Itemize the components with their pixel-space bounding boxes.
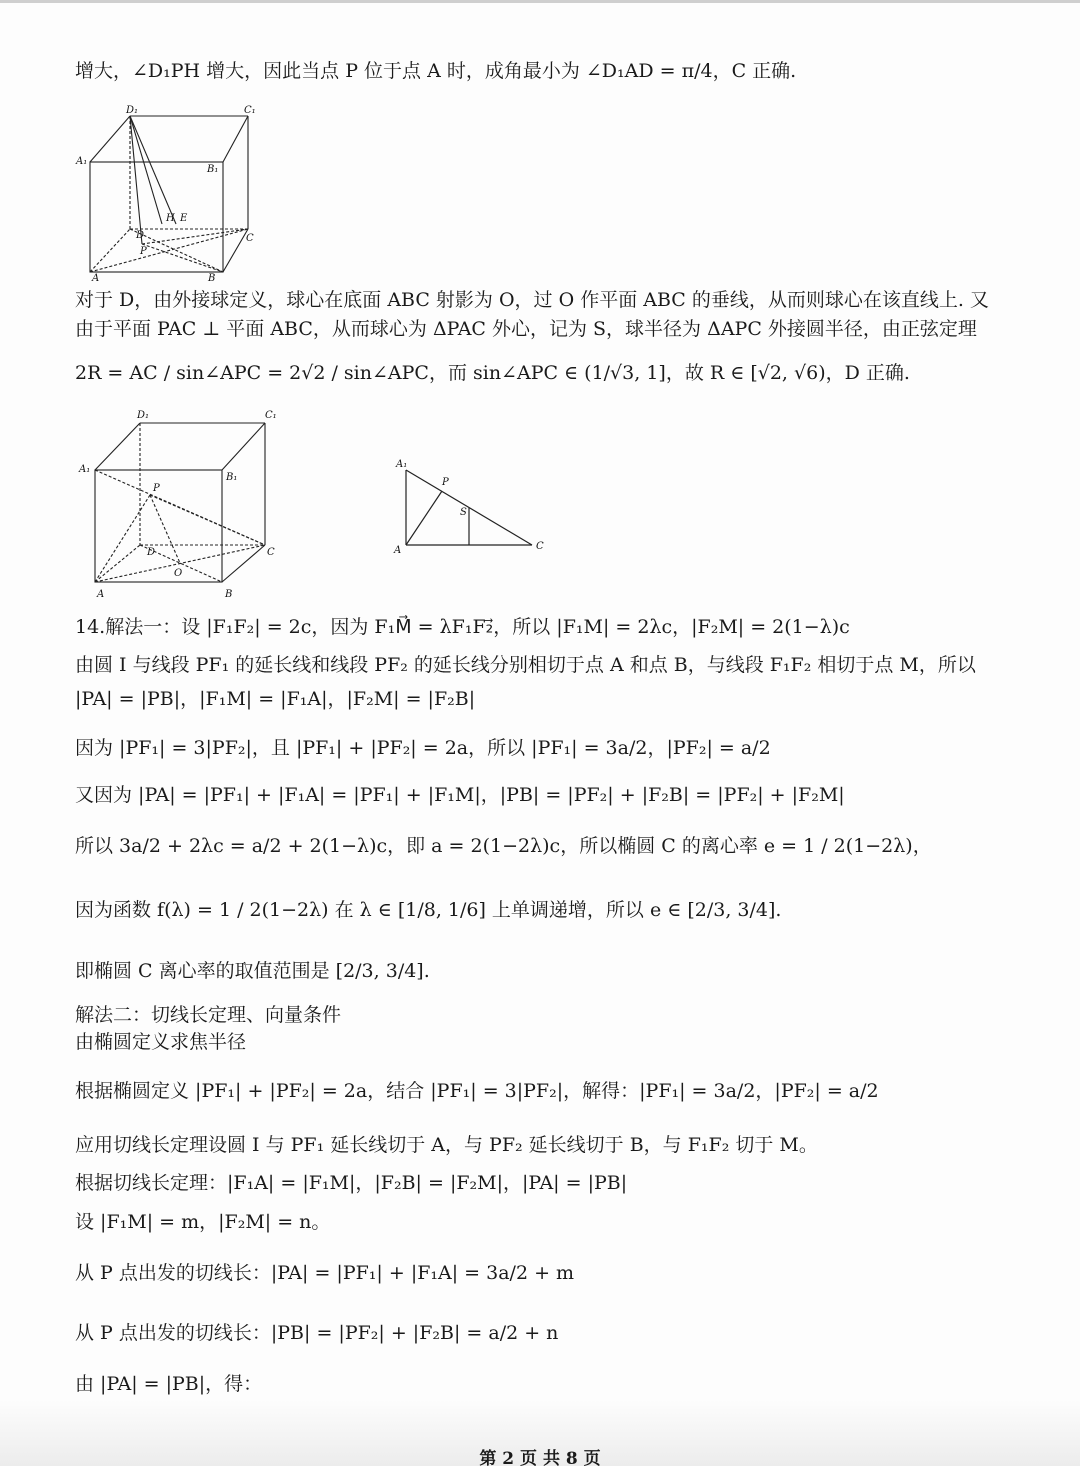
text-line-8: 因为 |PF₁| = 3|PF₂|，且 |PF₁| + |PF₂| = 2a，所以 |PF₁| = 3a/2，|PF₂| = a/2 bbox=[75, 737, 771, 759]
cube-figure-1 bbox=[70, 104, 270, 284]
label-C1: C₁ bbox=[244, 105, 256, 116]
text-line-2: 对于 D，由外接球定义，球心在底面 ABC 射影为 O，过 O 作平面 ABC 的垂线，从而则球心在该直线上. 又 bbox=[75, 289, 989, 311]
label-D: D bbox=[136, 230, 145, 241]
text-line-6: 由圆 I 与线段 PF₁ 的延长线和线段 PF₂ 的延长线分别相切于点 A 和点 B，与线段 F₁F₂ 相切于点 M，所以 bbox=[75, 654, 976, 676]
text-line-15: 根据椭圆定义 |PF₁| + |PF₂| = 2a，结合 |PF₁| = 3|PF₂|，解得：|PF₁| = 3a/2，|PF₂| = a/2 bbox=[75, 1080, 879, 1102]
label-S: S bbox=[460, 507, 467, 518]
label-A1: A₁ bbox=[76, 156, 88, 167]
text-line-20: 从 P 点出发的切线长：|PB| = |PF₂| + |F₂B| = a/2 + n bbox=[75, 1322, 559, 1344]
text-line-1: 增大，∠D₁PH 增大，因此当点 P 位于点 A 时，成角最小为 ∠D₁AD = π/4，C 正确. bbox=[75, 60, 797, 82]
text-line-18: 设 |F₁M| = m，|F₂M| = n。 bbox=[75, 1211, 331, 1233]
text-line-12: 即椭圆 C 离心率的取值范围是 [2/3, 3/4]. bbox=[75, 960, 430, 982]
text-line-13: 解法二：切线长定理、向量条件 bbox=[75, 1004, 342, 1026]
label-B: B bbox=[208, 273, 216, 284]
text-line-4: 2R = AC / sin∠APC = 2√2 / sin∠APC，而 sin∠APC ∈ (1/√3, 1]，故 R ∈ [√2, √6)，D 正确. bbox=[75, 362, 910, 384]
label-B: B bbox=[225, 589, 233, 600]
text-line-3: 由于平面 PAC ⊥ 平面 ABC，从而球心为 ΔPAC 外心，记为 S，球半径为 ΔAPC 外接圆半径，由正弦定理 bbox=[75, 318, 977, 340]
page-number: 第 2 页 共 8 页 bbox=[479, 1449, 601, 1469]
label-P: P bbox=[153, 483, 160, 494]
text-line-19: 从 P 点出发的切线长：|PA| = |PF₁| + |F₁A| = 3a/2 + m bbox=[75, 1262, 575, 1284]
text-line-5: 14.解法一：设 |F₁F₂| = 2c，因为 F₁M⃗ = λF₁F₂⃗，所以 |F₁M| = 2λc，|F₂M| = 2(1−λ)c bbox=[75, 616, 850, 638]
label-A: A bbox=[97, 589, 105, 600]
triangle-figure bbox=[390, 455, 560, 565]
cube-figure-2 bbox=[75, 405, 295, 600]
text-line-11: 因为函数 f(λ) = 1 / 2(1−2λ) 在 λ ∈ [1/8, 1/6] 上单调递增，所以 e ∈ [2/3, 3/4]. bbox=[75, 899, 782, 921]
label-C1: C₁ bbox=[265, 410, 277, 421]
label-C: C bbox=[267, 547, 275, 558]
label-P: P bbox=[140, 246, 147, 257]
text-line-9: 又因为 |PA| = |PF₁| + |F₁A| = |PF₁| + |F₁M|，|PB| = |PF₂| + |F₂B| = |PF₂| + |F₂M| bbox=[75, 784, 845, 806]
label-B1: B₁ bbox=[207, 164, 219, 175]
label-A1: A₁ bbox=[79, 464, 91, 475]
label-C: C bbox=[246, 233, 254, 244]
label-H: H bbox=[166, 213, 175, 224]
label-O: O bbox=[174, 568, 183, 579]
label-D1: D₁ bbox=[137, 410, 150, 421]
text-line-10: 所以 3a/2 + 2λc = a/2 + 2(1−λ)c，即 a = 2(1−2λ)c，所以椭圆 C 的离心率 e = 1 / 2(1−2λ)， bbox=[75, 835, 932, 857]
label-A1: A₁ bbox=[396, 459, 408, 470]
top-divider bbox=[0, 0, 1080, 3]
label-A: A bbox=[92, 273, 100, 284]
text-line-7: |PA| = |PB|，|F₁M| = |F₁A|，|F₂M| = |F₂B| bbox=[75, 688, 476, 710]
label-C: C bbox=[536, 541, 544, 552]
text-line-16: 应用切线长定理设圆 I 与 PF₁ 延长线切于 A，与 PF₂ 延长线切于 B，与 F₁F₂ 切于 M。 bbox=[75, 1134, 818, 1156]
text-line-17: 根据切线长定理：|F₁A| = |F₁M|，|F₂B| = |F₂M|，|PA| = |PB| bbox=[75, 1172, 628, 1194]
label-B1: B₁ bbox=[226, 472, 238, 483]
label-D1: D₁ bbox=[126, 105, 139, 116]
label-A: A bbox=[394, 545, 402, 556]
text-line-21: 由 |PA| = |PB|，得： bbox=[75, 1373, 263, 1395]
text-line-14: 由椭圆定义求焦半径 bbox=[75, 1031, 247, 1053]
label-P: P bbox=[442, 477, 449, 488]
label-D: D bbox=[147, 547, 156, 558]
label-E: E bbox=[180, 213, 188, 224]
